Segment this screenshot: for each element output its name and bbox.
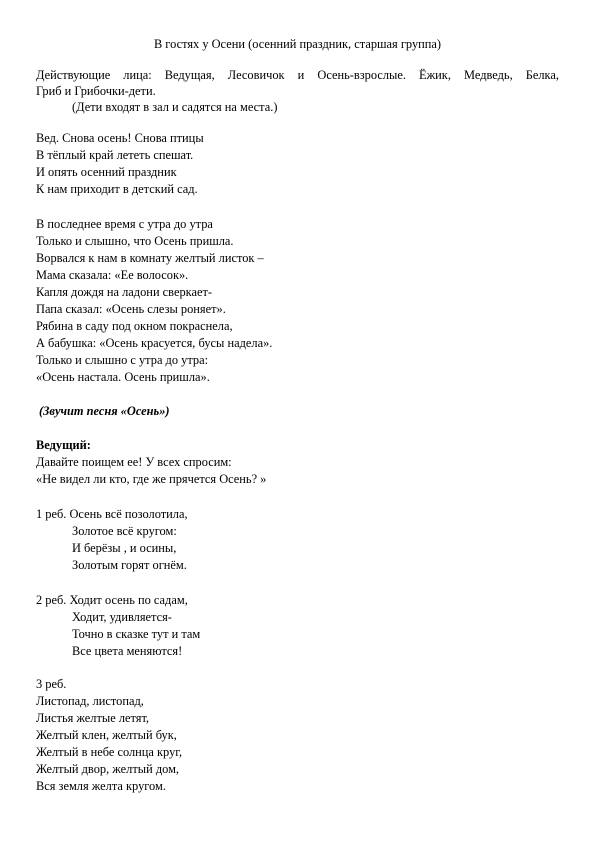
child2-line-1: 2 реб. Ходит осень по садам,	[36, 593, 188, 607]
child3-line-5: Желтый в небе солнца круг,	[36, 745, 183, 759]
child1-line-4: Золотым горят огнём.	[72, 558, 187, 572]
child3-line-7: Вся земля желта кругом.	[36, 779, 166, 793]
child2-line-2: Ходит, удивляется-	[72, 610, 172, 624]
document-title: В гостях у Осени (осенний праздник, старшая группа)	[153, 37, 442, 51]
host-line-1: Давайте поищем ее! У всех спросим:	[36, 455, 232, 469]
verse2-line-5: Капля дождя на ладони сверкает-	[36, 285, 213, 299]
host-label: Ведущий:	[36, 438, 91, 452]
child3-line-6: Желтый двор, желтый дом,	[36, 762, 180, 776]
verse1-line-4: К нам приходит в детский сад.	[36, 182, 198, 196]
verse2-line-8: А бабушка: «Осень красуется, бусы надела».	[36, 336, 273, 350]
verse2-line-9: Только и слышно с утра до утра:	[36, 353, 209, 367]
cast-line-2: Гриб и Грибочки-дети.	[36, 84, 156, 98]
verse2-line-6: Папа сказал: «Осень слезы роняет».	[36, 302, 226, 316]
child1-line-2: Золотое всё кругом:	[72, 524, 177, 538]
child2-line-4: Все цвета меняются!	[72, 644, 183, 658]
stage-direction: (Дети входят в зал и садятся на места.)	[72, 100, 278, 114]
verse2-line-1: В последнее время с утра до утра	[36, 217, 213, 231]
verse2-line-4: Мама сказала: «Ее волосок».	[36, 268, 189, 282]
child1-line-1: 1 реб. Осень всё позолотила,	[36, 507, 188, 521]
verse1-line-1: Вед. Снова осень! Снова птицы	[36, 131, 204, 145]
host-line-2: «Не видел ли кто, где же прячется Осень? »	[36, 472, 267, 486]
verse2-line-7: Рябина в саду под окном покраснела,	[36, 319, 233, 333]
child3-line-2: Листопад, листопад,	[36, 694, 144, 708]
verse2-line-2: Только и слышно, что Осень пришла.	[36, 234, 234, 248]
child3-line-1: 3 реб.	[36, 677, 67, 691]
child3-line-3: Листья желтые летят,	[36, 711, 150, 725]
song-direction: (Звучит песня «Осень»)	[39, 404, 170, 418]
child1-line-3: И берёзы , и осины,	[72, 541, 177, 555]
cast-line-1: Действующие лица: Ведущая, Лесовичок и Осень-взрослые. Ёжик, Медведь, Белка,	[36, 68, 559, 82]
child2-line-3: Точно в сказке тут и там	[72, 627, 201, 641]
verse2-line-3: Ворвался к нам в комнату желтый листок –	[36, 251, 264, 265]
verse1-line-3: И опять осенний праздник	[36, 165, 177, 179]
child3-line-4: Желтый клен, желтый бук,	[36, 728, 177, 742]
verse1-line-2: В тёплый край лететь спешат.	[36, 148, 194, 162]
verse2-line-10: «Осень настала. Осень пришла».	[36, 370, 210, 384]
